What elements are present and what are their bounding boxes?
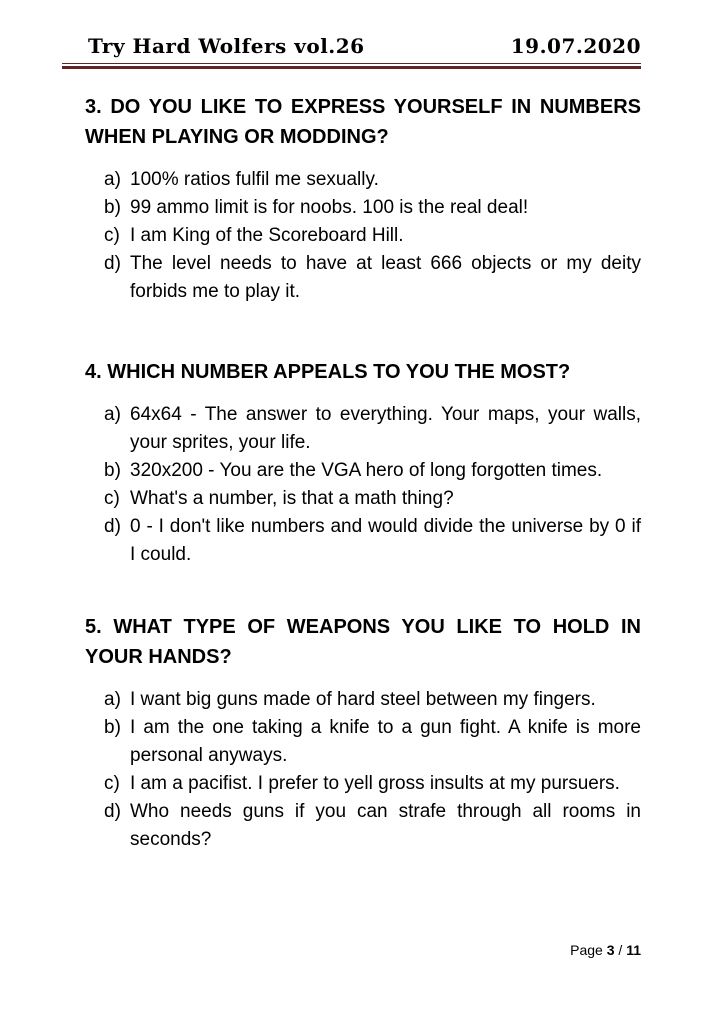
- option-letter: a): [104, 404, 121, 425]
- page-number-label: Page: [570, 942, 603, 958]
- option-text: I am the one taking a knife to a gun fight. A knife is more personal anyways.: [130, 717, 641, 766]
- option-item: [104, 770, 641, 798]
- header-title: Try Hard Wolfers vol.26: [88, 34, 365, 58]
- page-footer: [570, 941, 641, 959]
- option-letter: c): [104, 225, 120, 246]
- question-section-3: [62, 92, 641, 306]
- option-letter: d): [104, 516, 121, 537]
- options-list: [104, 166, 641, 306]
- question-section-5: [62, 612, 641, 854]
- option-item: [104, 250, 641, 306]
- option-letter: a): [104, 689, 121, 710]
- option-letter: b): [104, 717, 121, 738]
- options-list: [104, 686, 641, 854]
- page-header: [62, 34, 641, 69]
- option-letter: b): [104, 460, 121, 481]
- header-row: [62, 34, 641, 58]
- option-letter: d): [104, 801, 121, 822]
- question-number: 5.: [85, 616, 102, 638]
- header-date: 19.07.2020: [510, 34, 641, 58]
- option-letter: c): [104, 773, 120, 794]
- option-text: What's a number, is that a math thing?: [130, 488, 454, 509]
- page-number-separator: /: [618, 942, 623, 958]
- header-rule-thick-line: [62, 66, 641, 69]
- option-letter: a): [104, 169, 121, 190]
- option-text: 99 ammo limit is for noobs. 100 is the real deal!: [130, 197, 529, 218]
- header-rule: [62, 63, 641, 69]
- question-title: DO YOU LIKE TO EXPRESS YOURSELF IN NUMBERS WHEN PLAYING OR MODDING?: [85, 96, 641, 148]
- question-title: WHAT TYPE OF WEAPONS YOU LIKE TO HOLD IN YOUR HANDS?: [85, 616, 641, 668]
- option-item: [104, 222, 641, 250]
- option-letter: d): [104, 253, 121, 274]
- question-section-4: [62, 357, 641, 569]
- option-item: [104, 513, 641, 569]
- option-text: I want big guns made of hard steel between my fingers.: [130, 689, 596, 710]
- option-item: [104, 686, 641, 714]
- question-heading: [85, 612, 641, 672]
- option-text: 100% ratios fulfil me sexually.: [130, 169, 379, 190]
- option-item: [104, 457, 641, 485]
- page-number-total: 11: [626, 942, 641, 958]
- option-item: [104, 798, 641, 854]
- option-text: Who needs guns if you can strafe through all rooms in seconds?: [130, 801, 641, 850]
- question-heading: [85, 357, 641, 387]
- question-number: 3.: [85, 96, 102, 118]
- option-text: 0 - I don't like numbers and would divide the universe by 0 if I could.: [130, 516, 641, 565]
- page-number-current: 3: [606, 942, 615, 958]
- option-item: [104, 166, 641, 194]
- option-text: 320x200 - You are the VGA hero of long forgotten times.: [130, 460, 603, 481]
- question-title: WHICH NUMBER APPEALS TO YOU THE MOST?: [107, 361, 571, 383]
- option-text: 64x64 - The answer to everything. Your maps, your walls, your sprites, your life.: [130, 404, 641, 453]
- option-text: The level needs to have at least 666 objects or my deity forbids me to play it.: [130, 253, 641, 302]
- question-heading: [85, 92, 641, 152]
- option-item: [104, 401, 641, 457]
- option-letter: b): [104, 197, 121, 218]
- question-number: 4.: [85, 361, 102, 383]
- option-letter: c): [104, 488, 120, 509]
- option-item: [104, 194, 641, 222]
- options-list: [104, 401, 641, 569]
- option-text: I am King of the Scoreboard Hill.: [130, 225, 404, 246]
- option-item: [104, 485, 641, 513]
- option-text: I am a pacifist. I prefer to yell gross insults at my pursuers.: [130, 773, 620, 794]
- option-item: [104, 714, 641, 770]
